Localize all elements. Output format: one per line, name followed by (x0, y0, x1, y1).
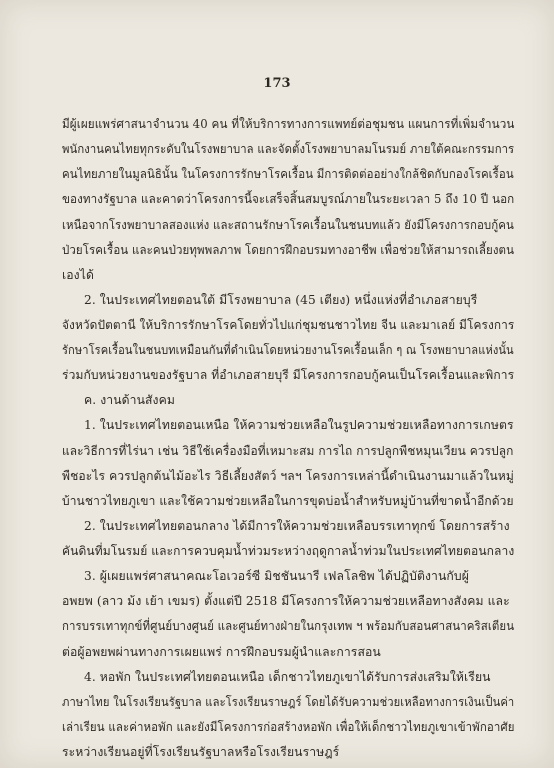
text-line: เล่าเรียน และค่าหอพัก และยังมีโครงการก่อสร้างหอพัก เพื่อให้เด็กชาวไทยภูเขาเข้าพักอาศัย (62, 719, 515, 734)
text-line: ร่วมกับหน่วยงานของรัฐบาล ที่อำเภอสายบุรี มีโครงการกอบกู้คนเป็นโรคเรื้อนและพิการ (62, 368, 515, 383)
text-line: คันดินที่มโนรมย์ และการควบคุมน้ำท่วมระหว่างฤดูกาลน้ำท่วมในประเทศไทยตอนกลาง (62, 544, 515, 558)
section-heading: ค. งานด้านสังคม (84, 393, 175, 408)
text-line: ป่วยโรคเรื้อน และคนป่วยทุพพลภาพ โดยการฝึกอบรมทางอาชีพ เพื่อช่วยให้สามารถเลี้ยงตน (62, 242, 515, 257)
text-line: รักษาโรคเรื้อนในชนบทเหมือนกันที่ดำเนินโดยหน่วยงานโรคเรื้อนเล็ก ๆ ณ โรงพยาบาลแห่งนั้น (62, 343, 514, 358)
text-line: เหนือจากโรงพยาบาลสองแห่ง และสถานรักษาโรคเรื้อนในชนบทแล้ว ยังมีโครงการกอบกู้คน (62, 217, 514, 232)
text-line: คนไทยภายในมูลนิธินั้น ในโครงการรักษาโรคเรื้อน มีการติดต่ออย่างใกล้ชิดกับกองโรคเรื้อน (62, 167, 514, 182)
text-line: 1. ในประเทศไทยตอนเหนือ ให้ความช่วยเหลือในรูปความช่วยเหลือทางการเกษตร (84, 418, 514, 433)
text-line: การบรรเทาทุกข์ที่ศูนย์บางศูนย์ และศูนย์ทางฝ่ายในกรุงเทพ ฯ พร้อมกับสอนศาสนาคริสเตียน (62, 619, 515, 634)
text-line: อพยพ (ลาว ม้ง เย้า เขมร) ตั้งแต่ปี 2518 มีโครงการให้ความช่วยเหลือทางสังคม และ (62, 594, 510, 609)
text-line: พนักงานคนไทยทุกระดับในโรงพยาบาล และจัดตั้งโรงพยาบาลมโนรมย์ ภายใต้คณะกรรมการ (62, 142, 515, 157)
text-line: 2. ในประเทศไทยตอนใต้ มีโรงพยาบาล (45 เตียง) หนึ่งแห่งที่อำเภอสายบุรี (84, 292, 478, 307)
text-line: ระหว่างเรียนอยู่ที่โรงเรียนรัฐบาลหรือโรงเรียนราษฎร์ (62, 745, 340, 759)
text-line: บ้านชาวไทยภูเขา และใช้ความช่วยเหลือในการขุดบ่อน้ำสำหรับหมู่บ้านที่ขาดน้ำอีกด้วย (62, 493, 514, 508)
page-number: 173 (263, 76, 291, 91)
text-line: ภาษาไทย ในโรงเรียนรัฐบาล และโรงเรียนราษฎร์ โดยได้รับความช่วยเหลือทางการเงินเป็นค่า (62, 694, 515, 709)
text-line: ต่อผู้อพยพผ่านทางการเผยแพร่ การฝึกอบรมผู้นำและการสอน (62, 644, 381, 659)
text-line: 3. ผู้เผยแพร่ศาสนาคณะโอเวอร์ซี มิชชันนารี เฟลโลชิพ ได้ปฏิบัติงานกับผู้ (84, 569, 469, 584)
text-line: 4. หอพัก ในประเทศไทยตอนเหนือ เด็กชาวไทยภูเขาได้รับการส่งเสริมให้เรียน (84, 669, 491, 684)
text-line: เองได้ (62, 267, 94, 282)
text-line: พืชอะไร ควรปลูกต้นไม้อะไร วิธีเลี้ยงสัตว์ ฯลฯ โครงการเหล่านี้ดำเนินงานมาแล้วในหมู่ (62, 468, 514, 483)
text-line: ของทางรัฐบาล และคาดว่าโครงการนี้จะเสร็จสิ้นสมบูรณ์ภายในระยะเวลา 5 ถึง 10 ปี นอก (62, 192, 515, 207)
text-line: 2. ในประเทศไทยตอนกลาง ได้มีการให้ความช่วยเหลือบรรเทาทุกข์ โดยการสร้าง (84, 518, 510, 533)
text-line: จังหวัดปัตตานี ให้บริการรักษาโรคโดยทั่วไปแก่ชุมชนชาวไทย จีน และมาเลย์ มีโครงการ (62, 318, 515, 332)
text-line: และวิธีการที่ไร่นา เช่น วิธีใช้เครื่องมือที่เหมาะสม การไถ การปลูกพืชหมุนเวียน ควรปลูก (62, 443, 514, 458)
text-line: มีผู้เผยแพร่ศาสนาจำนวน 40 คน ที่ให้บริการทางการแพทย์ต่อชุมชน แผนการที่เพิ่มจำนวน (62, 117, 515, 131)
